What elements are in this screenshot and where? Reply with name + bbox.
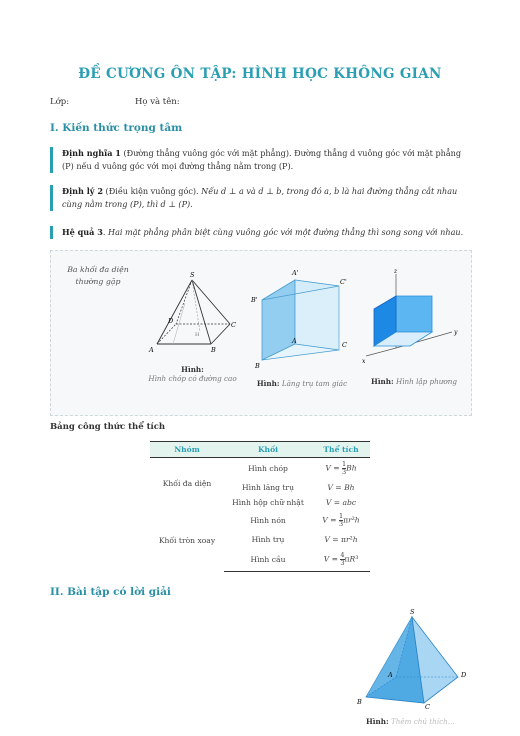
group-cell: Khối đa diện	[162, 479, 212, 489]
fig3-caption-desc: Hình lập phương	[395, 377, 457, 386]
fig4-caption	[366, 717, 476, 726]
ex-pt-a: A	[388, 671, 393, 679]
table-row	[150, 458, 370, 480]
table-title: Bảng công thức thể tích	[50, 422, 166, 432]
fig3-caption	[362, 377, 466, 386]
section-heading-2: II. Bài tập có lời giải	[50, 586, 171, 598]
corollary-box	[50, 226, 482, 239]
axis-x: x	[362, 358, 366, 365]
ex-pt-c: C	[425, 703, 430, 710]
shape-cell: Hình nón	[250, 516, 286, 525]
figure-side-caption	[58, 264, 138, 288]
axis-y: y	[454, 329, 458, 336]
pt-h: H	[195, 332, 200, 338]
table-header-row	[150, 442, 370, 458]
formula-cell: V = πr²h	[324, 535, 358, 544]
fig3-caption-label: Hình:	[371, 377, 394, 386]
fig2-caption-desc: Lăng trụ tam giác	[281, 379, 348, 388]
header-group: Nhóm	[150, 442, 224, 458]
pt-c-prime: C'	[340, 278, 347, 286]
volume-table	[150, 441, 370, 572]
formula-cell: V = $\frac{1}{3}$ Bh	[325, 460, 357, 477]
pt-c2: C	[342, 341, 347, 349]
fig4-caption-placeholder[interactable]: Thêm chú thích...	[390, 717, 455, 726]
fig2-caption-label: Hình:	[256, 379, 280, 388]
header-shape: Khối	[224, 442, 312, 458]
pt-b: B	[211, 346, 216, 354]
pt-b2: B	[255, 362, 260, 370]
pt-a-prime: A'	[292, 269, 299, 277]
definition-line-1: (Đường thẳng vuông góc với mặt phẳng). Đường thẳng d vuông góc với mặt phẳng	[120, 148, 462, 158]
fig4-caption-label: Hình:	[366, 717, 389, 726]
ex-pt-b: B	[357, 698, 362, 706]
name-label: Họ và tên:	[135, 97, 180, 107]
cube-figure	[360, 266, 465, 366]
ex-pt-s: S	[410, 608, 415, 616]
pt-s: S	[190, 271, 195, 279]
theorem-line-1b: Nếu d ⊥ a và d ⊥ b, trong đó a, b là hai đường thẳng cắt nhau	[201, 186, 458, 196]
pt-c: C	[231, 321, 236, 329]
pt-d: D	[168, 317, 174, 325]
definition-head: Định nghĩa 1	[62, 148, 121, 158]
group-cell: Khối tròn xoay	[158, 536, 216, 545]
page-title: ĐỀ CƯƠNG ÔN TẬP: HÌNH HỌC KHÔNG GIAN	[78, 66, 442, 82]
pt-a: A	[149, 346, 154, 354]
theorem-line-2: cùng nằm trong (P), thì d ⊥ (P).	[62, 199, 193, 209]
theorem-box	[50, 185, 482, 211]
definition-box	[50, 147, 482, 173]
shape-cell: Hình hộp chữ nhật	[232, 498, 304, 507]
formula-cell: V = Bh	[327, 483, 355, 492]
fig1-caption	[145, 365, 240, 383]
pyramid-figure	[145, 268, 240, 358]
shape-cell: Hình lăng trụ	[242, 483, 294, 492]
side-caption-line-1: Ba khối đa diện	[67, 265, 129, 274]
theorem-head: Định lý 2	[62, 186, 103, 196]
axis-z: z	[394, 268, 398, 275]
formula-cell: V = $\frac{4}{3}$ πR³	[312, 548, 370, 572]
class-label: Lớp:	[50, 97, 70, 107]
theorem-line-1a: (Điều kiện vuông góc).	[102, 186, 202, 196]
shape-cell: Hình cầu	[224, 548, 312, 572]
pt-a2: A	[292, 337, 297, 345]
corollary-head: Hệ quả 3	[62, 227, 103, 237]
corollary-text: . Hai mặt phẳng phân biệt cùng vuông góc với một đường thẳng thì song song với nhau.	[102, 227, 464, 237]
formula-cell: V = abc	[325, 498, 357, 507]
ex-pt-d: D	[461, 671, 467, 679]
side-caption-line-2: thường gặp	[75, 277, 121, 286]
shape-cell: Hình trụ	[251, 535, 285, 544]
pt-b-prime: B'	[251, 296, 258, 304]
definition-line-2: (P) nếu d vuông góc với mọi đường thẳng nằm trong (P).	[62, 161, 294, 171]
fig1-caption-label: Hình:	[181, 365, 204, 374]
header-volume: Thể tích	[312, 442, 370, 458]
prism-figure	[248, 266, 353, 371]
fig1-caption-desc: Hình chóp có đường cao	[148, 374, 237, 383]
fig2-caption	[248, 379, 356, 388]
table-row	[150, 510, 370, 532]
shape-cell: Hình chóp	[248, 464, 288, 474]
section-heading-1: I. Kiến thức trọng tâm	[50, 122, 183, 134]
exercise-pyramid-figure	[350, 605, 475, 710]
formula-cell: V = $\frac{1}{3}$ πr²h	[322, 512, 360, 528]
